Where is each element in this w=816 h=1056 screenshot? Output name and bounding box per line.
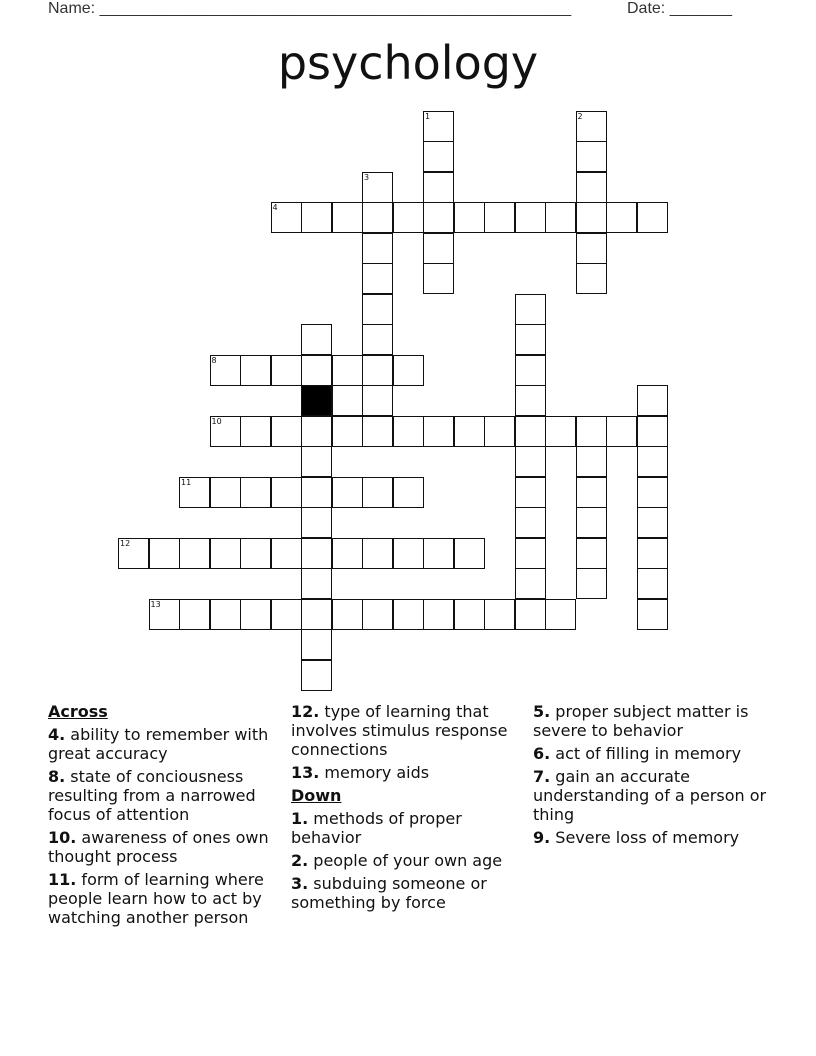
grid-cell[interactable] <box>423 599 454 630</box>
down-heading: Down <box>291 786 342 805</box>
grid-cell[interactable] <box>149 538 180 569</box>
clue-number: 2 <box>577 111 583 121</box>
grid-cell[interactable] <box>362 538 393 569</box>
clue-item <box>291 763 531 782</box>
grid-cell[interactable] <box>271 538 302 569</box>
grid-cell[interactable] <box>240 355 271 386</box>
grid-cell[interactable] <box>515 385 546 416</box>
clue-item <box>48 870 283 927</box>
grid-cell[interactable] <box>606 202 637 233</box>
across-heading: Across <box>48 702 108 721</box>
grid-cell[interactable] <box>179 538 210 569</box>
clue-item <box>291 809 531 847</box>
grid-cell[interactable] <box>393 538 424 569</box>
grid-cell[interactable] <box>423 416 454 447</box>
clue-item <box>533 702 768 740</box>
grid-cell[interactable] <box>515 355 546 386</box>
grid-cell[interactable] <box>454 599 485 630</box>
clue-text: gain an accurate understanding of a person or thing <box>533 767 767 824</box>
clue-number: 3 <box>364 172 370 182</box>
clue-number-label: 11. <box>48 870 77 889</box>
grid-cell[interactable] <box>637 568 668 599</box>
grid-cell[interactable] <box>637 385 668 416</box>
grid-cell[interactable] <box>637 446 668 477</box>
grid-cell[interactable] <box>271 355 302 386</box>
grid-cell[interactable] <box>271 477 302 508</box>
grid-cell[interactable] <box>576 233 607 264</box>
grid-cell[interactable] <box>515 324 546 355</box>
clue-number: 8 <box>211 355 217 365</box>
grid-cell[interactable] <box>179 477 210 508</box>
clue-item <box>48 828 283 866</box>
grid-cell[interactable] <box>362 324 393 355</box>
clue-number-label: 4. <box>48 725 66 744</box>
grid-cell[interactable] <box>362 202 393 233</box>
grid-cell[interactable] <box>301 202 332 233</box>
grid-cell[interactable] <box>301 629 332 660</box>
grid-cell[interactable] <box>637 202 668 233</box>
grid-cell[interactable] <box>362 416 393 447</box>
clue-number: 11 <box>181 477 192 487</box>
grid-cell[interactable] <box>362 385 393 416</box>
grid-cell[interactable] <box>637 416 668 447</box>
grid-cell[interactable] <box>545 599 576 630</box>
clue-text: state of conciousness resulting from a narrowed focus of attention <box>48 767 256 824</box>
grid-cell[interactable] <box>423 111 454 142</box>
clues-column-1 <box>48 702 283 931</box>
grid-cell[interactable] <box>393 477 424 508</box>
clue-number-label: 2. <box>291 851 309 870</box>
grid-cell[interactable] <box>210 355 241 386</box>
grid-cell[interactable] <box>576 507 607 538</box>
grid-cell[interactable] <box>515 446 546 477</box>
grid-cell[interactable] <box>301 355 332 386</box>
grid-cell[interactable] <box>515 538 546 569</box>
grid-cell[interactable] <box>637 477 668 508</box>
grid-cell[interactable] <box>454 416 485 447</box>
clues-column-3 <box>533 702 768 851</box>
clue-item <box>48 767 283 824</box>
grid-cell[interactable] <box>301 538 332 569</box>
grid-cell[interactable] <box>515 202 546 233</box>
grid-cell[interactable] <box>271 416 302 447</box>
grid-cell[interactable] <box>301 477 332 508</box>
grid-cell[interactable] <box>484 416 515 447</box>
grid-cell[interactable] <box>301 446 332 477</box>
grid-cell[interactable] <box>637 599 668 630</box>
clue-number: 13 <box>150 599 161 609</box>
clue-item <box>291 851 531 870</box>
grid-block <box>301 385 332 416</box>
grid-cell[interactable] <box>301 416 332 447</box>
grid-cell[interactable] <box>301 324 332 355</box>
clue-text: ability to remember with great accuracy <box>48 725 269 763</box>
clue-text: methods of proper behavior <box>291 809 462 847</box>
clue-number-label: 12. <box>291 702 320 721</box>
grid-cell[interactable] <box>393 416 424 447</box>
clue-text: people of your own age <box>308 851 503 870</box>
grid-cell[interactable] <box>301 599 332 630</box>
grid-cell[interactable] <box>515 477 546 508</box>
grid-cell[interactable] <box>362 233 393 264</box>
grid-cell[interactable] <box>332 202 363 233</box>
clue-text: form of learning where people learn how to act by watching another person <box>48 870 264 927</box>
grid-cell[interactable] <box>576 416 607 447</box>
page-title: psychology <box>277 36 539 90</box>
grid-cell[interactable] <box>484 202 515 233</box>
grid-cell[interactable] <box>423 263 454 294</box>
grid-cell[interactable] <box>240 538 271 569</box>
grid-cell[interactable] <box>576 202 607 233</box>
clue-text: subduing someone or something by force <box>291 874 487 912</box>
grid-cell[interactable] <box>362 294 393 325</box>
grid-cell[interactable] <box>576 263 607 294</box>
grid-cell[interactable] <box>118 538 149 569</box>
grid-cell[interactable] <box>210 599 241 630</box>
grid-cell[interactable] <box>606 416 637 447</box>
grid-cell[interactable] <box>515 294 546 325</box>
grid-cell[interactable] <box>332 416 363 447</box>
clue-item <box>533 828 768 847</box>
grid-cell[interactable] <box>362 172 393 203</box>
grid-cell[interactable] <box>423 233 454 264</box>
grid-cell[interactable] <box>271 599 302 630</box>
grid-cell[interactable] <box>271 202 302 233</box>
grid-cell[interactable] <box>576 141 607 172</box>
grid-cell[interactable] <box>576 568 607 599</box>
grid-cell[interactable] <box>362 599 393 630</box>
grid-cell[interactable] <box>423 141 454 172</box>
date-line: Date: _______ <box>627 0 732 17</box>
grid-cell[interactable] <box>301 568 332 599</box>
grid-cell[interactable] <box>545 416 576 447</box>
grid-cell[interactable] <box>576 538 607 569</box>
grid-cell[interactable] <box>210 538 241 569</box>
clue-number: 10 <box>211 416 222 426</box>
clue-number-label: 5. <box>533 702 551 721</box>
clue-number-label: 6. <box>533 744 551 763</box>
grid-cell[interactable] <box>515 599 546 630</box>
clue-number: 12 <box>120 538 131 548</box>
grid-cell[interactable] <box>179 599 210 630</box>
grid-cell[interactable] <box>362 263 393 294</box>
grid-cell[interactable] <box>637 507 668 538</box>
clue-item <box>291 874 531 912</box>
clue-item <box>291 702 531 759</box>
clues-column-2 <box>291 702 531 916</box>
grid-cell[interactable] <box>240 599 271 630</box>
clue-number-label: 3. <box>291 874 309 893</box>
clue-number: 4 <box>272 203 278 212</box>
grid-cell[interactable] <box>301 507 332 538</box>
grid-cell[interactable] <box>332 385 363 416</box>
grid-cell[interactable] <box>393 599 424 630</box>
grid-cell[interactable] <box>484 599 515 630</box>
grid-cell[interactable] <box>210 416 241 447</box>
clue-number-label: 10. <box>48 828 77 847</box>
grid-cell[interactable] <box>332 477 363 508</box>
clue-text: memory aids <box>319 763 430 782</box>
grid-cell[interactable] <box>423 202 454 233</box>
clue-item <box>533 767 768 824</box>
clue-number-label: 13. <box>291 763 320 782</box>
grid-cell[interactable] <box>332 599 363 630</box>
grid-cell[interactable] <box>515 507 546 538</box>
grid-cell[interactable] <box>210 477 241 508</box>
clue-text: act of filling in memory <box>550 744 742 763</box>
clue-number-label: 9. <box>533 828 551 847</box>
grid-cell[interactable] <box>515 568 546 599</box>
grid-cell[interactable] <box>545 202 576 233</box>
clue-number: 1 <box>425 111 431 121</box>
grid-cell[interactable] <box>149 599 180 630</box>
clue-number-label: 1. <box>291 809 309 828</box>
grid-cell[interactable] <box>576 172 607 203</box>
grid-cell[interactable] <box>240 416 271 447</box>
grid-cell[interactable] <box>637 538 668 569</box>
grid-cell[interactable] <box>515 416 546 447</box>
grid-cell[interactable] <box>576 111 607 142</box>
name-line: Name: _____________________________________________________ <box>48 0 572 17</box>
clue-text: Severe loss of memory <box>550 828 740 847</box>
grid-cell[interactable] <box>393 202 424 233</box>
clue-text: type of learning that involves stimulus response connections <box>291 702 508 759</box>
clue-item <box>48 725 283 763</box>
clue-text: proper subject matter is severe to behavior <box>533 702 749 740</box>
grid-cell[interactable] <box>576 446 607 477</box>
grid-cell[interactable] <box>332 355 363 386</box>
grid-cell[interactable] <box>423 172 454 203</box>
grid-cell[interactable] <box>576 477 607 508</box>
grid-cell[interactable] <box>301 660 332 691</box>
grid-cell[interactable] <box>454 538 485 569</box>
clue-text: awareness of ones own thought process <box>48 828 269 866</box>
grid-cell[interactable] <box>362 355 393 386</box>
clue-number-label: 8. <box>48 767 66 786</box>
grid-cell[interactable] <box>423 538 454 569</box>
grid-cell[interactable] <box>454 202 485 233</box>
grid-cell[interactable] <box>240 477 271 508</box>
grid-cell[interactable] <box>362 477 393 508</box>
clue-item <box>533 744 768 763</box>
grid-cell[interactable] <box>393 355 424 386</box>
clue-number-label: 7. <box>533 767 551 786</box>
grid-cell[interactable] <box>332 538 363 569</box>
